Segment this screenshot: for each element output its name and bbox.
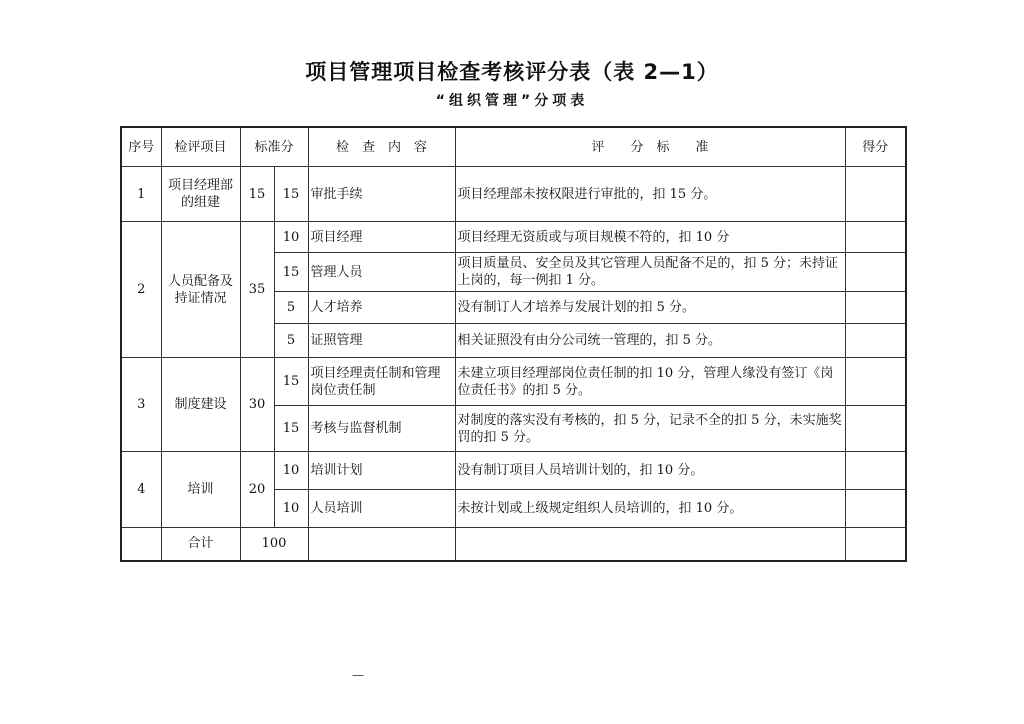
row-score: 15 <box>274 253 308 292</box>
row-content: 人员培训 <box>308 490 455 528</box>
footer-mark: — <box>352 668 364 682</box>
group-score: 20 <box>240 452 274 528</box>
row-got-cell <box>845 406 906 452</box>
row-score: 5 <box>274 324 308 358</box>
row-content: 审批手续 <box>308 167 455 222</box>
row-got-cell <box>845 490 906 528</box>
row-content: 培训计划 <box>308 452 455 490</box>
row-criteria: 项目经理部未按权限进行审批的，扣 15 分。 <box>455 167 845 222</box>
group-item: 制度建设 <box>161 358 240 452</box>
table-row <box>121 358 906 406</box>
header-row <box>121 127 906 167</box>
row-criteria: 未按计划或上级规定组织人员培训的，扣 10 分。 <box>455 490 845 528</box>
row-score: 15 <box>274 406 308 452</box>
group-score: 35 <box>240 222 274 358</box>
total-label: 合计 <box>161 528 240 561</box>
row-criteria: 项目质量员、安全员及其它管理人员配备不足的，扣 5 分；未持证上岗的，每一例扣 1 分。 <box>455 253 845 292</box>
header-item: 检评项目 <box>161 127 240 167</box>
row-criteria: 项目经理无资质或与项目规模不符的，扣 10 分 <box>455 222 845 253</box>
row-content: 考核与监督机制 <box>308 406 455 452</box>
row-got-cell <box>845 292 906 324</box>
row-content: 人才培养 <box>308 292 455 324</box>
row-score: 15 <box>274 358 308 406</box>
row-got-cell <box>845 358 906 406</box>
group-item: 培训 <box>161 452 240 528</box>
row-criteria: 相关证照没有由分公司统一管理的，扣 5 分。 <box>455 324 845 358</box>
total-row <box>121 528 906 561</box>
group-seq: 1 <box>121 167 161 222</box>
total-empty-cell <box>308 528 455 561</box>
row-criteria: 没有制订项目人员培训计划的，扣 10 分。 <box>455 452 845 490</box>
table-row <box>121 167 906 222</box>
header-seq: 序号 <box>121 127 161 167</box>
header-got: 得分 <box>845 127 906 167</box>
header-standard-score: 标准分 <box>240 127 308 167</box>
row-content: 管理人员 <box>308 253 455 292</box>
row-content: 证照管理 <box>308 324 455 358</box>
row-content: 项目经理责任制和管理岗位责任制 <box>308 358 455 406</box>
page-title: 项目管理项目检查考核评分表（表 2—1） <box>305 60 719 84</box>
group-seq: 3 <box>121 358 161 452</box>
header-content: 检 查 内 容 <box>308 127 455 167</box>
row-criteria: 没有制订人才培养与发展计划的扣 5 分。 <box>455 292 845 324</box>
group-score: 30 <box>240 358 274 452</box>
row-got-cell <box>845 324 906 358</box>
score-table <box>120 126 907 562</box>
page-subtitle: “组织管理”分项表 <box>435 93 589 109</box>
row-score: 10 <box>274 222 308 253</box>
row-got-cell <box>845 222 906 253</box>
row-score: 10 <box>274 490 308 528</box>
header-criteria: 评 分 标 准 <box>455 127 845 167</box>
group-item: 项目经理部的组建 <box>161 167 240 222</box>
row-score: 5 <box>274 292 308 324</box>
row-score: 10 <box>274 452 308 490</box>
row-criteria: 对制度的落实没有考核的，扣 5 分，记录不全的扣 5 分，未实施奖罚的扣 5 分。 <box>455 406 845 452</box>
table-row <box>121 222 906 253</box>
row-content: 项目经理 <box>308 222 455 253</box>
row-got-cell <box>845 253 906 292</box>
total-empty-cell <box>845 528 906 561</box>
total-value: 100 <box>240 528 308 561</box>
table-row <box>121 452 906 490</box>
group-score: 15 <box>240 167 274 222</box>
group-seq: 2 <box>121 222 161 358</box>
row-criteria: 未建立项目经理部岗位责任制的扣 10 分，管理人缘没有签订《岗位责任书》的扣 5 分。 <box>455 358 845 406</box>
group-item: 人员配备及持证情况 <box>161 222 240 358</box>
row-score: 15 <box>274 167 308 222</box>
row-got-cell <box>845 452 906 490</box>
row-got-cell <box>845 167 906 222</box>
total-empty-cell <box>455 528 845 561</box>
total-empty-cell <box>121 528 161 561</box>
group-seq: 4 <box>121 452 161 528</box>
